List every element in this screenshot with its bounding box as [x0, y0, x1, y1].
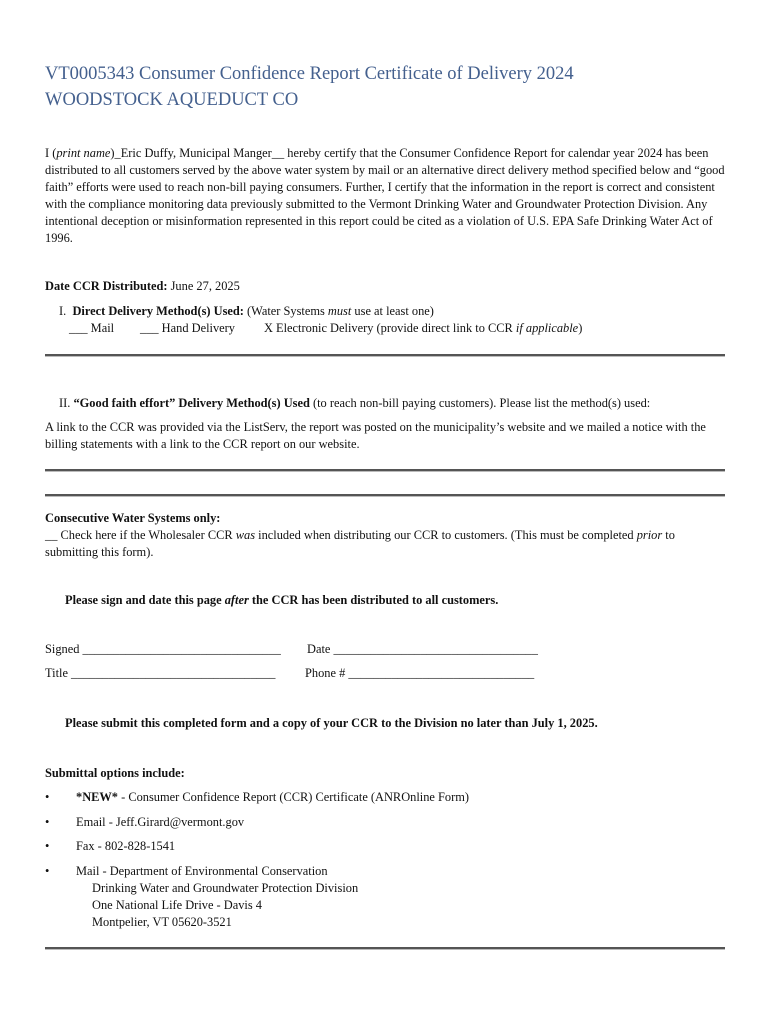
direct-delivery-heading: [59, 304, 434, 319]
direct-delivery-label: Direct Delivery Method(s) Used:: [72, 304, 244, 318]
new-tag: *NEW*: [76, 790, 118, 804]
date-distributed-value: June 27, 2025: [167, 279, 240, 293]
sign-instruction: [65, 593, 498, 608]
phone-field[interactable]: Phone # ______________________________: [305, 666, 535, 680]
signed-field[interactable]: Signed ________________________________: [45, 642, 281, 656]
submittal-heading: [45, 766, 185, 781]
divider-1: [45, 354, 725, 357]
sign-instruction-pre: Please sign and date this page: [65, 593, 225, 607]
submit-instruction: [65, 716, 598, 731]
consecutive-heading-text: Consecutive Water Systems only:: [45, 511, 221, 525]
consecutive-text-em2: prior: [636, 528, 663, 542]
consecutive-text-mid: included when distributing our CCR to customers. (This must be completed: [255, 528, 637, 542]
mail-address-line2: One National Life Drive - Davis 4: [92, 898, 262, 912]
electronic-delivery-em: if applicable: [515, 321, 579, 335]
date-field[interactable]: Date _________________________________: [307, 642, 538, 656]
section-ii-number: II.: [59, 396, 71, 410]
electronic-delivery-close: ): [578, 321, 583, 335]
option-anronline-text: - Consumer Confidence Report (CCR) Certificate (ANROnline Form): [118, 790, 469, 804]
good-faith-response: A link to the CCR was provided via the ListServ, the report was posted on the municipality’s website and we mailed a notice with the billing statements with a link to the CCR report on our website.: [45, 420, 706, 451]
electronic-delivery-text: X Electronic Delivery (provide direct link to CCR: [264, 321, 516, 335]
consecutive-text-post: to submitting this form).: [45, 528, 675, 559]
consecutive-text: [45, 527, 725, 561]
cert-body: hereby certify that the Consumer Confidence Report for calendar year 2024 has been distributed to all customers served by the above water system by mail or an alternative direct delivery method specified below and “good faith” efforts were used to reach non-bill paying consumers. Further, I certify that the information in the report is correct and consistent with the compliance monitoring data previously submitted to the Vermont Drinking Water and Groundwater Protection Division. Any intentional deception or misinformation represented in this report could be cited as a violation of U.S. EPA Safe Drinking Water Act of 1996.: [45, 146, 725, 245]
submittal-option-anronline: [76, 790, 469, 805]
bullet-1: •: [45, 790, 50, 804]
bullet-4: •: [45, 864, 50, 878]
date-distributed-label: Date CCR Distributed:: [45, 279, 168, 293]
title-field[interactable]: Title _________________________________: [45, 666, 276, 680]
mail-option: ___ Mail: [69, 321, 115, 335]
good-faith-label: “Good faith effort” Delivery Method(s) Used: [73, 396, 310, 410]
submittal-option-mail: Mail - Department of Environmental Conservation: [76, 864, 328, 878]
cert-name-value: )_Eric Duffy, Municipal Manger__: [110, 146, 285, 160]
consecutive-heading: [45, 511, 220, 526]
submittal-option-email: Email - Jeff.Girard@vermont.gov: [76, 815, 245, 829]
divider-4: [45, 947, 725, 950]
direct-delivery-note-pre: (Water Systems: [243, 304, 328, 318]
bullet-2: •: [45, 815, 50, 829]
print-name-label: print name: [56, 146, 111, 160]
good-faith-heading: [59, 396, 650, 411]
submittal-heading-text: Submittal options include:: [45, 766, 185, 780]
section-i-number: I.: [59, 304, 67, 318]
direct-delivery-note-em: must: [327, 304, 352, 318]
divider-3: [45, 494, 725, 497]
good-faith-note: (to reach non-bill paying customers). Please list the method(s) used:: [309, 396, 651, 410]
sign-instruction-em: after: [224, 593, 249, 607]
electronic-delivery-option: [264, 321, 582, 336]
cert-prefix: I (: [45, 146, 57, 160]
bullet-3: •: [45, 839, 50, 853]
mail-address-line1: Drinking Water and Groundwater Protection Division: [92, 881, 359, 895]
form-title-line2: WOODSTOCK AQUEDUCT CO: [45, 90, 299, 110]
certification-paragraph: [45, 145, 725, 247]
consecutive-text-pre: __ Check here if the Wholesaler CCR: [45, 528, 236, 542]
submit-instruction-text: Please submit this completed form and a copy of your CCR to the Division no later than July 1, 2025.: [65, 716, 598, 730]
submittal-option-fax: Fax - 802-828-1541: [76, 839, 176, 853]
date-distributed: [45, 279, 240, 294]
hand-delivery-option: ___ Hand Delivery: [140, 321, 235, 335]
mail-address-line3: Montpelier, VT 05620-3521: [92, 915, 232, 929]
divider-2: [45, 469, 725, 472]
direct-delivery-note-post: use at least one): [351, 304, 434, 318]
form-title-line1: VT0005343 Consumer Confidence Report Certificate of Delivery 2024: [45, 64, 574, 84]
sign-instruction-post: the CCR has been distributed to all customers.: [248, 593, 499, 607]
consecutive-text-em: was: [235, 528, 256, 542]
